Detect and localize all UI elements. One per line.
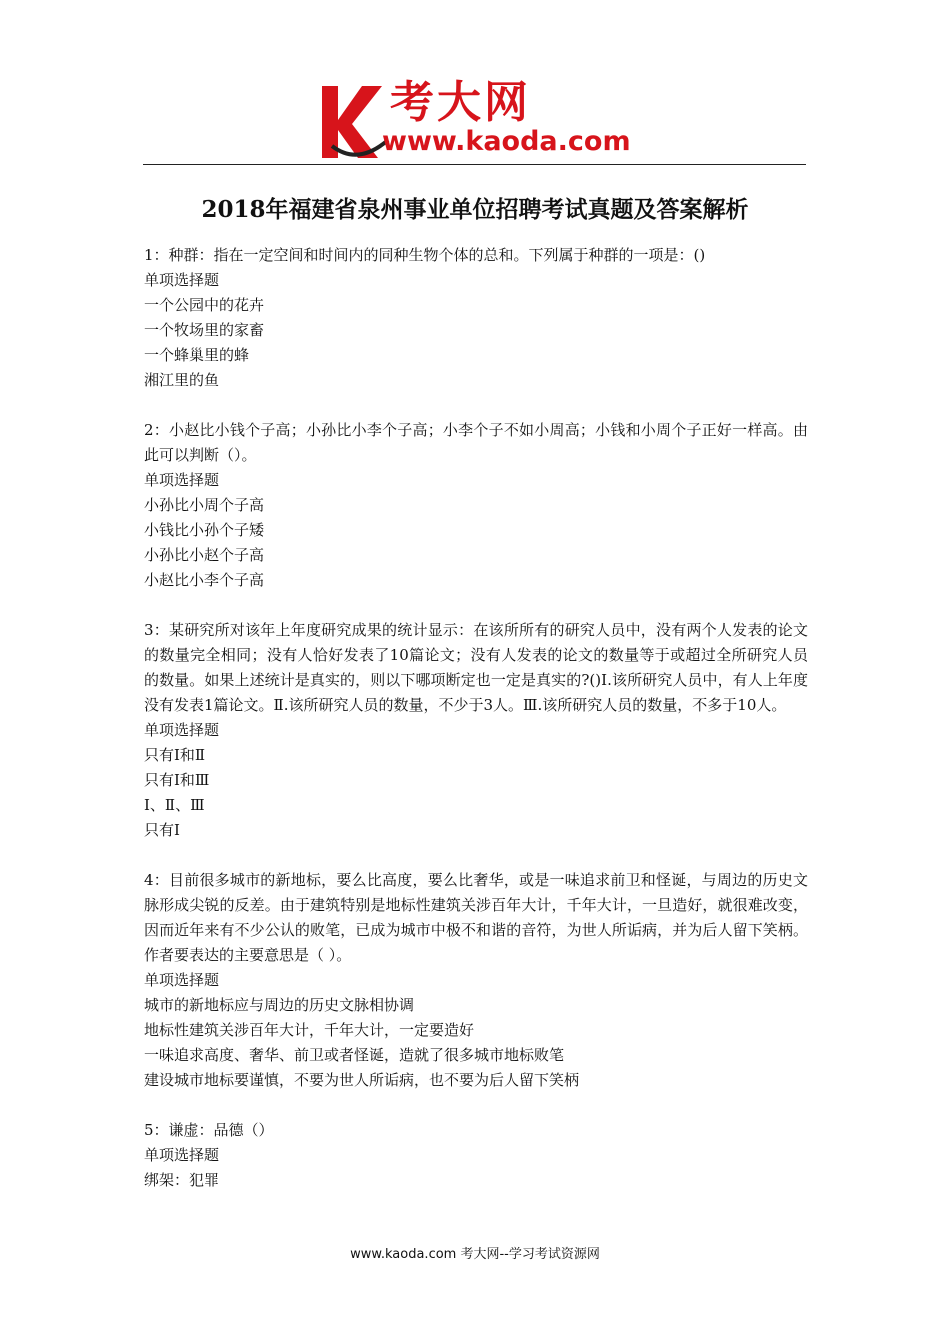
- question-type: 单项选择题: [144, 271, 220, 289]
- k-logo-icon: [318, 80, 390, 162]
- option-item: 绑架：犯罪: [144, 1171, 220, 1189]
- question-stem: 4：目前很多城市的新地标，要么比高度，要么比奢华，或是一味追求前卫和怪诞，与周边的历史文脉形成尖锐的反差。由于建筑特别是地标性建筑关涉百年大计，千年大计，一旦造好，就很难改变，因而近年来有不少公认的败笔，已成为城市中极不和谐的音符，为世人所诟病，并为后人留下笑柄。作者要表达的主要意思是（ ）。: [144, 871, 808, 964]
- question-type: 单项选择题: [144, 971, 220, 989]
- option-item: 一个牧场里的家畜: [144, 321, 265, 339]
- question-block: [144, 418, 808, 593]
- question-stem: 3：某研究所对该年上年度研究成果的统计显示：在该所所有的研究人员中，没有两个人发表的论文的数量完全相同；没有人恰好发表了10篇论文；没有人发表的论文的数量等于或超过全所研究人员的数量。如果上述统计是真实的，则以下哪项断定也一定是真实的?()Ⅰ.该所研究人员中，有人上年度没有发表1篇论文。Ⅱ.该所研究人员的数量，不少于3人。Ⅲ.该所研究人员的数量，不多于10人。: [144, 621, 808, 714]
- option-item: 小钱比小孙个子矮: [144, 521, 265, 539]
- kaoda-logo[interactable]: [318, 78, 648, 162]
- header-divider: [143, 164, 806, 165]
- option-item: 建设城市地标要谨慎，不要为世人所诟病，也不要为后人留下笑柄: [144, 1071, 580, 1089]
- question-type: 单项选择题: [144, 471, 220, 489]
- option-item: 一个公园中的花卉: [144, 296, 265, 314]
- question-type: 单项选择题: [144, 721, 220, 739]
- option-item: 一味追求高度、奢华、前卫或者怪诞，造就了很多城市地标败笔: [144, 1046, 565, 1064]
- question-list: [144, 243, 808, 1218]
- option-item: 小孙比小赵个子高: [144, 546, 265, 564]
- option-item: 小孙比小周个子高: [144, 496, 265, 514]
- question-block: [144, 868, 808, 1093]
- option-item: Ⅰ、Ⅱ、Ⅲ: [144, 796, 205, 814]
- logo-chinese-text: 考大网: [390, 77, 531, 128]
- option-item: 小赵比小李个子高: [144, 571, 265, 589]
- page-header: [0, 0, 950, 168]
- question-stem: 1：种群：指在一定空间和时间内的同种生物个体的总和。下列属于种群的一项是：(): [144, 246, 706, 264]
- option-item: 只有Ⅰ和Ⅲ: [144, 771, 210, 789]
- option-item: 湘江里的鱼: [144, 371, 220, 389]
- document-title: 2018年福建省泉州事业单位招聘考试真题及答案解析: [201, 196, 749, 223]
- option-item: 只有Ⅰ: [144, 821, 180, 839]
- option-item: 一个蜂巢里的蜂: [144, 346, 250, 364]
- option-item: 城市的新地标应与周边的历史文脉相协调: [144, 996, 415, 1014]
- logo-url-text: www.kaoda.com: [382, 126, 631, 157]
- option-item: 地标性建筑关涉百年大计，千年大计，一定要造好: [144, 1021, 475, 1039]
- question-block: [144, 618, 808, 843]
- question-stem: 2：小赵比小钱个子高；小孙比小李个子高；小李个子不如小周高；小钱和小周个子正好一样高。由此可以判断（）。: [144, 421, 808, 464]
- page-footer: www.kaoda.com 考大网--学习考试资源网: [350, 1247, 600, 1262]
- question-type: 单项选择题: [144, 1146, 220, 1164]
- question-block: [144, 243, 808, 393]
- question-block: [144, 1118, 808, 1193]
- question-stem: 5：谦虚：品德（）: [144, 1121, 274, 1139]
- option-item: 只有Ⅰ和Ⅱ: [144, 746, 206, 764]
